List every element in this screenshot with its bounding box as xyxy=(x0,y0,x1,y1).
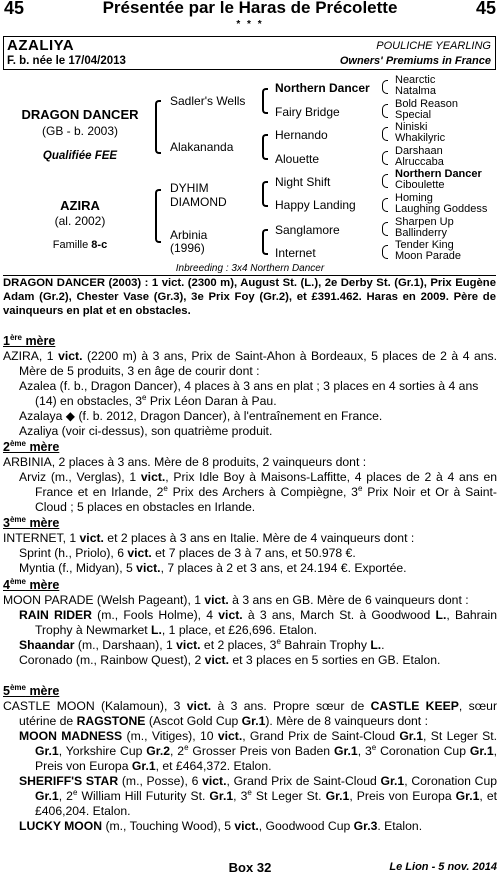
horse-type: POULICHE YEARLING xyxy=(376,40,491,52)
sire-dam: Alakananda xyxy=(170,140,234,154)
bracket-g4-3 xyxy=(382,127,388,141)
bracket-g4-2 xyxy=(382,104,388,118)
page-title: Présentée par le Haras de Précolette xyxy=(102,0,398,17)
horse-birth: F. b. née le 17/04/2013 xyxy=(7,55,126,67)
bracket-g3-2 xyxy=(262,134,268,160)
bracket-g4-7 xyxy=(382,222,388,236)
sire-summary: DRAGON DANCER (2003) : 1 vict. (2300 m), August St. (L.), 2e Derby St. (Gr.1), Prix Eugène Adam (Gr.2), Chester Vase (Gr.3), 3e Prix Foy (Gr.2), et £391.462. Haras en 2009. Père de vainqueurs en plat et en obstacles. xyxy=(3,277,496,317)
stars-separator: * * * xyxy=(236,19,264,30)
g3-7: Sanglamore xyxy=(275,223,340,237)
g4-16: Moon Parade xyxy=(395,250,462,262)
g3-3: Hernando xyxy=(275,128,328,142)
bracket-g4-5 xyxy=(382,174,388,188)
sire-name: DRAGON DANCER xyxy=(21,107,139,122)
horse-id-box xyxy=(3,36,496,70)
sire-note: Qualifiée FEE xyxy=(42,150,118,162)
owners-premiums: Owners' Premiums in France xyxy=(339,55,491,67)
fourth-dam-section: 4ème mère MOON PARADE (Welsh Pageant), 1 vict. à 3 ans en GB. Mère de 6 vainqueurs dont : RAIN RIDER (m., Fools Holme), 4 vict. à 3 ans, March St. à Goodwood L., Bahrain Trophy à Newmarket L., 1 place, et £26,696. Etalon. Shaandar (m., Darshaan), 1 vict. et 2 places, 3e Bahrain Trophy L.. Coronado (m., Rainbow Quest), 2 vict. et 3 places en 5 sorties en GB. Etalon. xyxy=(3,576,498,667)
g4-2: Natalma xyxy=(395,85,436,97)
bracket-g4-8 xyxy=(382,245,388,259)
section-heading-1: 1ère mère xyxy=(3,332,56,348)
g4-4: Special xyxy=(395,109,432,121)
bracket-sire xyxy=(155,100,161,154)
sire-info: (GB - b. 2003) xyxy=(41,124,119,138)
g4-9: Northern Dancer xyxy=(395,168,482,180)
page-number-left: 45 xyxy=(4,0,25,18)
dam-sire-line2: DIAMOND xyxy=(170,195,227,209)
horse-name: AZALIYA xyxy=(7,37,75,54)
g4-14: Ballinderry xyxy=(395,227,447,239)
box-number: Box 32 xyxy=(228,860,272,875)
g4-3: Bold Reason xyxy=(395,98,458,110)
dam-dam: Arbinia xyxy=(170,228,208,242)
g3-4: Alouette xyxy=(275,152,320,166)
first-dam-section: 1ère mère AZIRA, 1 vict. (2200 m) à 3 ans, Prix de Saint-Ahon à Bordeaux, 5 places de 2 à 4 ans. Mère de 5 produits, 3 en âge de courir dont : Azalea (f. b., Dragon Dancer), 4 places à 3 ans en plat ; 3 places en 4 sorties à 4 ans (14) en obstacles, 3e Prix Léon Daran à Pau. Azalaya ◆ (f. b. 2012, Dragon Dancer), à l'entraînement en France. Azaliya (voir ci-dessus), son quatrième produit. xyxy=(3,332,498,438)
page-footer xyxy=(0,860,500,878)
bracket-g4-4 xyxy=(382,151,388,165)
g3-2: Fairy Bridge xyxy=(275,105,340,119)
g4-8: Alruccaba xyxy=(395,156,444,168)
third-dam-section: 3ème mère INTERNET, 1 vict. et 2 places à 3 ans en Italie. Mère de 4 vainqueurs dont : Sprint (h., Priolo), 6 vict. et 7 places de 3 à 7 ans, et 50.978 €. Myntia (f., Midyan), 5 vict., 7 places à 2 et 3 ans, et 24.194 €. Exportée. xyxy=(3,514,415,575)
bracket-g3-1 xyxy=(262,88,268,114)
g4-7: Darshaan xyxy=(395,145,443,157)
fifth-dam-section: 5ème mère CASTLE MOON (Kalamoun), 3 vict. à 3 ans. Propre sœur de CASTLE KEEP, sœur utérine de RAGSTONE (Ascot Gold Cup Gr.1). Mère de 8 vainqueurs dont : MOON MADNESS (m., Vitiges), 10 vict., Grand Prix de Saint-Cloud Gr.1, St Leger St. Gr.1, Yorkshire Cup Gr.2, 2e Grosser Preis von Baden Gr.1, 3e Coronation Cup Gr.1, Preis von Europa Gr.1, et £464,372. Etalon. SHERIFF'S STAR (m., Posse), 6 vict., Grand Prix de Saint-Cloud Gr.1, Coronation Cup Gr.1, 2e William Hill Futurity St. Gr.1, 3e St Leger St. Gr.1, Preis von Europa Gr.1, et £406,204. Etalon. LUCKY MOON (m., Touching Wood), 5 vict., Goodwood Cup Gr.3. Etalon. xyxy=(3,682,498,833)
g4-5: Niniski xyxy=(395,121,428,133)
dam-dam-year: (1996) xyxy=(170,241,205,255)
second-dam-section: 2ème mère ARBINIA, 2 places à 3 ans. Mère de 8 produits, 2 vainqueurs dont : Arviz (m., Verglas), 1 vict., Prix Idle Boy à Maisons-Laffitte, 4 places de 2 à 4 ans en France et en Irlande, 2e Prix des Archers à Compiègne, 3e Prix Noir et Or à Saint-Cloud ; 5 places en obstacles en Irlande. xyxy=(3,438,498,514)
inbreeding: Inbreeding : 3x4 Northern Dancer xyxy=(175,263,325,274)
page-number-right: 45 xyxy=(475,0,496,18)
g4-1: Nearctic xyxy=(395,74,436,86)
sire-sire: Sadler's Wells xyxy=(170,94,246,108)
g3-1: Northern Dancer xyxy=(275,81,370,95)
g4-6: Whakilyric xyxy=(395,132,446,144)
bracket-g3-4 xyxy=(262,229,268,255)
bracket-g4-1 xyxy=(382,80,388,94)
dam-name: AZIRA xyxy=(60,198,100,213)
bracket-g4-6 xyxy=(382,198,388,212)
g3-6: Happy Landing xyxy=(275,198,356,212)
g4-12: Laughing Goddess xyxy=(395,203,488,215)
source-date: Le Lion - 5 nov. 2014 xyxy=(389,861,497,873)
dam-sire-line1: DYHIM xyxy=(170,181,209,195)
g3-8: Internet xyxy=(275,246,316,260)
bracket-g3-3 xyxy=(262,181,268,207)
g4-13: Sharpen Up xyxy=(395,216,454,228)
g4-15: Tender King xyxy=(395,239,454,251)
dam-family: Famille 8-c xyxy=(52,239,108,251)
g4-11: Homing xyxy=(395,192,433,204)
g3-5: Night Shift xyxy=(275,175,331,189)
g4-10: Ciboulette xyxy=(395,179,445,191)
dam-info: (al. 2002) xyxy=(54,214,106,228)
bracket-dam xyxy=(155,189,161,243)
